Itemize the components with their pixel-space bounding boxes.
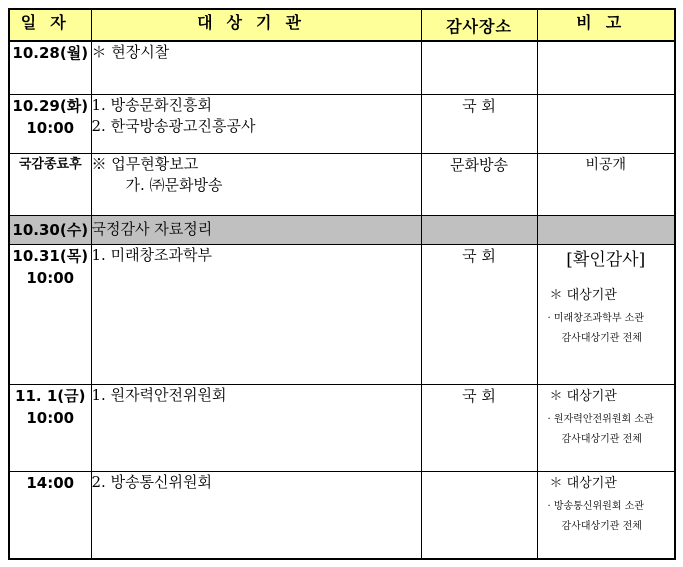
row-date: 국감종료후: [9, 154, 91, 216]
row-org: 2. 방송통신위원회: [91, 472, 421, 559]
table-row: [9, 385, 675, 472]
row-date: 11. 1(금) 10:00: [9, 385, 91, 472]
schedule-table: [8, 8, 676, 560]
table-row: [9, 41, 675, 94]
row-org: 국정감사 자료정리: [91, 215, 421, 245]
header-date: 일자: [9, 9, 91, 41]
header-note: 비고: [537, 9, 675, 41]
row-date: 14:00: [9, 472, 91, 559]
row-place: [421, 215, 537, 245]
row-date: 10.29(화) 10:00: [9, 94, 91, 153]
row-org: 1. 방송문화진흥회 2. 한국방송광고진흥공사: [91, 94, 421, 153]
table-row: [9, 245, 675, 385]
table-row: [9, 215, 675, 245]
row-org: 1. 미래창조과학부: [91, 245, 421, 385]
row-note: [확인감사] ＊ 대상기관 · 미래창조과학부 소관 감사대상기관 전체: [537, 245, 675, 385]
row-date: 10.28(월): [9, 41, 91, 94]
header-row: [9, 9, 675, 41]
row-place: 문화방송: [421, 154, 537, 216]
row-date: 10.31(목) 10:00: [9, 245, 91, 385]
header-org: 대상기관: [91, 9, 421, 41]
row-note: [537, 41, 675, 94]
row-note: ＊ 대상기관 · 원자력안전위원회 소관 감사대상기관 전체: [537, 385, 675, 472]
row-note: 비공개: [537, 154, 675, 216]
row-note: [537, 94, 675, 153]
table-row: [9, 472, 675, 559]
row-org: ＊ 현장시찰: [91, 41, 421, 94]
row-org: 1. 원자력안전위원회: [91, 385, 421, 472]
row-org: ※ 업무현황보고 가. ㈜문화방송: [91, 154, 421, 216]
row-place: [421, 41, 537, 94]
table-row: [9, 94, 675, 153]
header-place: 감사장소: [421, 9, 537, 41]
row-note: [537, 215, 675, 245]
row-place: [421, 472, 537, 559]
row-place: 국 회: [421, 94, 537, 153]
row-note: ＊ 대상기관 · 방송통신위원회 소관 감사대상기관 전체: [537, 472, 675, 559]
row-place: 국 회: [421, 245, 537, 385]
table-row: [9, 154, 675, 216]
row-place: 국 회: [421, 385, 537, 472]
row-date: 10.30(수): [9, 215, 91, 245]
